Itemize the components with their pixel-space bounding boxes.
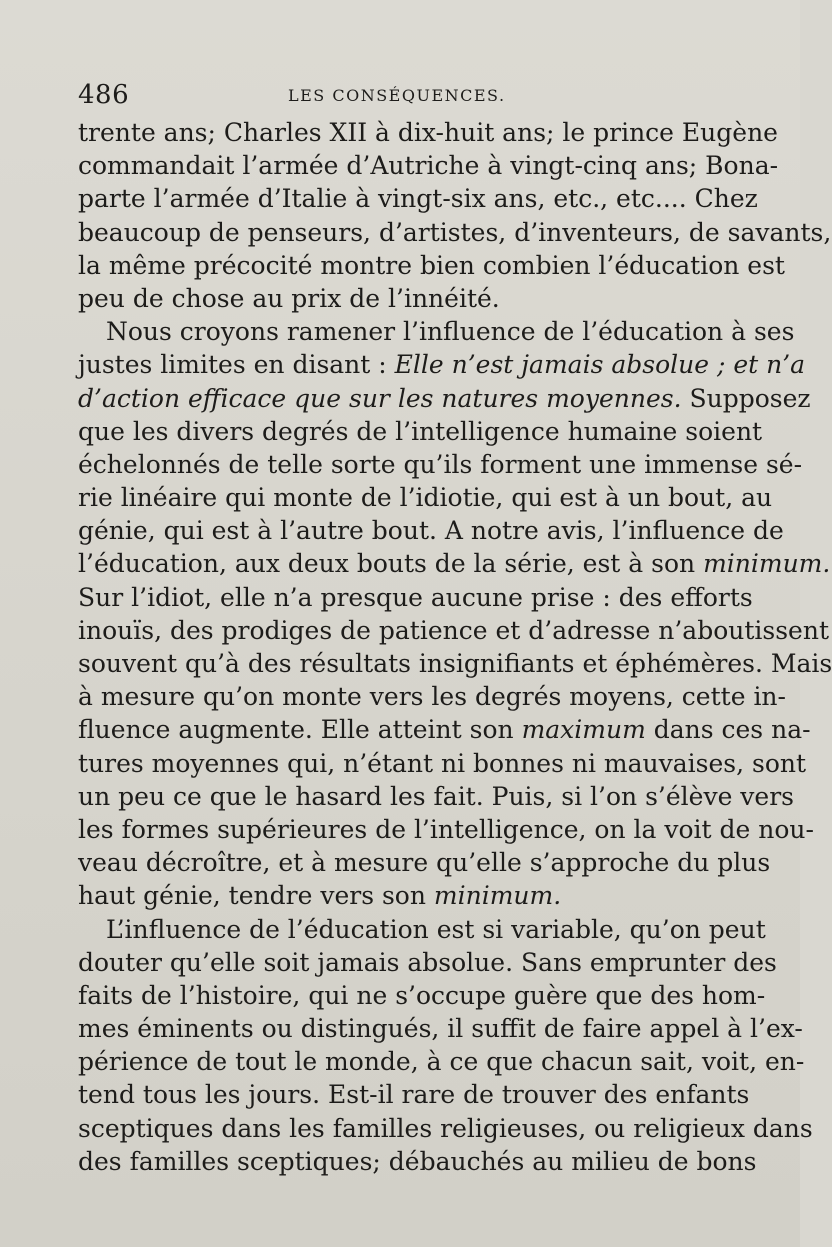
text-line: [78, 647, 832, 680]
text-line: [78, 680, 786, 713]
text-run: la même précocité montre bien combien l’éducation est: [78, 250, 785, 280]
text-run: Nous croyons ramener l’influence de l’éducation à ses: [106, 317, 795, 347]
text-line: [78, 846, 771, 879]
text-line: [78, 1078, 750, 1111]
italic-run: Elle n’est jamais absolue ; et n’a: [394, 350, 806, 380]
text-line: [78, 813, 814, 846]
text-line: [78, 979, 766, 1012]
text-line: [78, 780, 795, 813]
text-line: [78, 382, 811, 415]
text-run: un peu ce que le hasard les fait. Puis, si l’on s’élève vers: [78, 781, 795, 811]
text-line: [78, 348, 806, 381]
text-run: trente ans; Charles XII à dix-huit ans; le prince Eugène: [78, 118, 778, 147]
text-run: périence de tout le monde, à ce que chacun sait, voit, en-: [78, 1047, 805, 1077]
italic-run: minimum.: [433, 881, 562, 911]
text-line: [78, 1045, 805, 1078]
text-line: [78, 713, 811, 746]
text-run: échelonnés de telle sorte qu’ils forment une immense sé-: [78, 449, 803, 479]
running-head: [78, 80, 728, 116]
text-line: [78, 913, 766, 946]
text-line: [78, 282, 728, 315]
text-run: haut génie, tendre vers son: [78, 881, 434, 911]
italic-run: minimum.: [703, 549, 831, 579]
text-run: L’influence de l’éducation est si variable, qu’on peut: [106, 914, 766, 944]
text-run: des familles sceptiques; débauchés au milieu de bons: [78, 1146, 757, 1176]
text-line: [78, 946, 777, 979]
text-line: [78, 415, 763, 448]
text-line: [78, 547, 831, 580]
italic-run: maximum: [521, 715, 646, 745]
text-line: [78, 116, 778, 149]
text-line: [78, 249, 785, 282]
text-run: à mesure qu’on monte vers les degrés moyens, cette in-: [78, 682, 786, 712]
text-run: dans ces na-: [645, 715, 811, 745]
text-line: [78, 1112, 813, 1145]
text-line: [78, 614, 830, 647]
italic-run: d’action efficace que sur les natures moyennes.: [78, 383, 682, 413]
text-run: mes éminents ou distingués, il suffit de faire appel à l’ex-: [78, 1014, 803, 1044]
text-run: douter qu’elle soit jamais absolue. Sans emprunter des: [78, 947, 777, 977]
text-run: tures moyennes qui, n’étant ni bonnes ni mauvaises, sont: [78, 748, 807, 778]
text-run: beaucoup de penseurs, d’artistes, d’inventeurs, de savants,: [78, 217, 832, 247]
text-run: Supposez: [681, 383, 811, 413]
text-line: [78, 1012, 803, 1045]
text-run: sceptiques dans les familles religieuses, ou religieux dans: [78, 1113, 813, 1143]
text-line: [78, 1145, 757, 1178]
page-number: 486: [78, 80, 130, 110]
text-run: fluence augmente. Elle atteint son: [78, 715, 522, 745]
text-line: [78, 216, 832, 249]
text-line: [78, 448, 803, 481]
text-run: faits de l’histoire, qui ne s’occupe guère que des hom-: [78, 980, 766, 1010]
text-run: Sur l’idiot, elle n’a presque aucune prise : des efforts: [78, 582, 753, 612]
text-run: parte l’armée d’Italie à vingt-six ans, etc., etc.... Chez: [78, 184, 758, 214]
body-text: [78, 116, 832, 1178]
text-line: [78, 879, 728, 912]
text-line: [78, 315, 795, 348]
text-run: rie linéaire qui monte de l’idiotie, qui est à un bout, au: [78, 483, 773, 513]
text-run: inouïs, des prodiges de patience et d’adresse n’aboutissent: [78, 615, 830, 645]
text-run: génie, qui est à l’autre bout. A notre avis, l’influence de: [78, 516, 784, 546]
text-line: [78, 514, 784, 547]
text-run: veau décroître, et à mesure qu’elle s’approche du plus: [78, 848, 771, 878]
text-run: commandait l’armée d’Autriche à vingt-cinq ans; Bona-: [78, 151, 779, 181]
text-line: [78, 581, 753, 614]
text-line: [78, 149, 779, 182]
text-run: peu de chose au prix de l’innéité.: [78, 283, 500, 313]
text-line: [78, 481, 773, 514]
text-line: [78, 182, 758, 215]
text-run: que les divers degrés de l’intelligence humaine soient: [78, 416, 763, 446]
running-title: LES CONSÉQUENCES.: [288, 86, 506, 105]
text-run: les formes supérieures de l’intelligence, on la voit de nou-: [78, 814, 814, 844]
text-run: justes limites en disant :: [78, 350, 395, 380]
text-run: souvent qu’à des résultats insignifiants et éphémères. Mais: [78, 649, 832, 678]
text-line: [78, 747, 807, 780]
text-run: l’éducation, aux deux bouts de la série, est à son: [78, 549, 704, 579]
text-run: tend tous les jours. Est-il rare de trouver des enfants: [78, 1080, 750, 1110]
